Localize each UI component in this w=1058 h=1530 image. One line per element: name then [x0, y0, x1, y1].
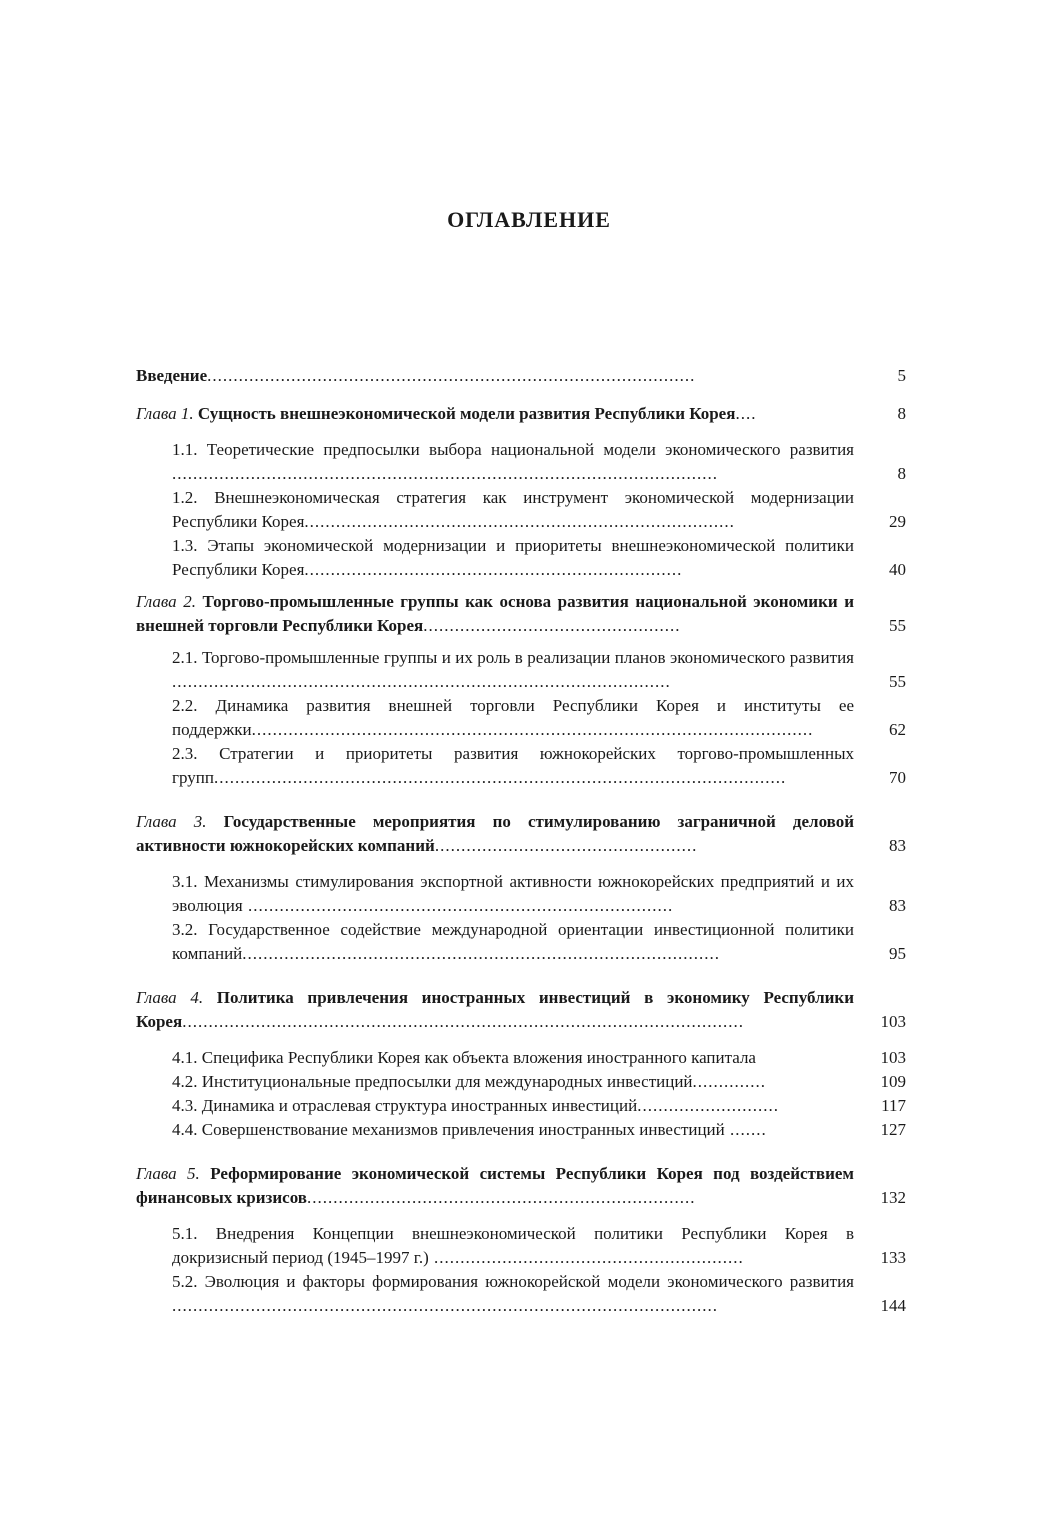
- toc-entry-text: 1.3. Этапы экономической модернизации и приоритеты внешнеэкономической политики Республики Корея: [172, 536, 854, 579]
- toc-section-5-1[interactable]: [136, 1222, 906, 1270]
- toc-section-4-4[interactable]: [136, 1118, 906, 1142]
- toc-chapter-lead: Глава 4.: [136, 988, 204, 1007]
- toc-page-number: 55: [889, 616, 906, 635]
- toc-section-1-1[interactable]: [136, 438, 906, 486]
- toc-page-number: 5: [897, 366, 906, 385]
- toc-leader-dots: .......: [724, 1120, 767, 1139]
- toc-page-number: 8: [897, 464, 906, 483]
- toc-section-5-2[interactable]: [136, 1270, 906, 1318]
- toc-chapter-lead: Глава 2.: [136, 592, 196, 611]
- toc-leader-dots: ..................................................................................: [304, 512, 735, 531]
- page-title: ОГЛАВЛЕНИЕ: [447, 207, 611, 232]
- toc-entry-text: 2.3. Стратегии и приоритеты развития южнокорейских торгово-промышленных групп: [172, 744, 854, 787]
- toc-page-number: 109: [880, 1072, 906, 1091]
- toc-page-number: 83: [889, 896, 906, 915]
- toc-entry-text: 1.2. Внешнеэкономическая стратегия как инструмент экономической модернизации Республики Корея: [172, 488, 854, 531]
- toc-entry-text: Введение: [136, 366, 208, 385]
- toc-chapter-3[interactable]: [136, 810, 906, 858]
- toc-chapter-5[interactable]: [136, 1162, 906, 1210]
- toc-leader-dots: ....: [735, 404, 757, 423]
- toc-leader-dots: ...........................: [637, 1096, 779, 1115]
- toc-section-2-3[interactable]: [136, 742, 906, 790]
- toc-section-1-2[interactable]: [136, 486, 906, 534]
- toc-page-number: 144: [880, 1296, 906, 1315]
- toc-page-number: 103: [880, 1012, 906, 1031]
- toc-entry-text: Государственные мероприятия по стимулированию заграничной деловой активности южнокорейских компаний: [136, 812, 855, 855]
- toc-entry-text: 4.3. Динамика и отраслевая структура иностранных инвестиций: [172, 1096, 638, 1115]
- toc-entry-text: 4.2. Институциональные предпосылки для международных инвестиций: [172, 1072, 693, 1091]
- toc-leader-dots: ...........................................................................................................: [251, 720, 814, 739]
- toc-leader-dots: ........................................................................................................: [172, 464, 718, 483]
- toc-entry-text: Политика привлечения иностранных инвестиций в экономику Республики Корея: [136, 988, 855, 1031]
- toc-page-number: 62: [889, 720, 906, 739]
- toc-page-number: 55: [889, 672, 906, 691]
- toc-section-4-2[interactable]: [136, 1070, 906, 1094]
- toc-leader-dots: .............................................................................................................: [213, 768, 787, 787]
- toc-chapter-1[interactable]: [136, 402, 906, 426]
- toc-leader-dots: ........................................................................................................: [172, 1296, 718, 1315]
- toc-leader-dots: ..........................................................................: [306, 1188, 696, 1207]
- toc-entry-text: 2.2. Динамика развития внешней торговли Республики Корея и институты ее поддержки: [172, 696, 854, 739]
- toc-section-1-3[interactable]: [136, 534, 906, 582]
- toc-page-number: 8: [897, 404, 906, 423]
- toc-section-2-1[interactable]: [136, 646, 906, 694]
- toc-page-number: 132: [880, 1188, 906, 1207]
- toc-leader-dots: ...........................................................: [428, 1248, 744, 1267]
- toc-leader-dots: ...............................................................................................: [172, 672, 671, 691]
- toc-section-4-3[interactable]: [136, 1094, 906, 1118]
- toc-page-number: 40: [889, 560, 906, 579]
- toc-entry-text: 5.2. Эволюция и факторы формирования южнокорейской модели экономического развития: [172, 1272, 854, 1291]
- toc-entry-text: 1.1. Теоретические предпосылки выбора национальной модели экономического развития: [172, 440, 854, 459]
- toc-leader-dots: ..................................................: [434, 836, 698, 855]
- toc-leader-dots: ...........................................................................................................: [182, 1012, 744, 1031]
- toc-chapter-4[interactable]: [136, 986, 906, 1034]
- toc-chapter-lead: Глава 3.: [136, 812, 207, 831]
- toc-page-number: 103: [880, 1048, 906, 1067]
- toc-page-number: 127: [880, 1120, 906, 1139]
- toc-section-2-2[interactable]: [136, 694, 906, 742]
- toc-leader-dots: .............................................................................................: [207, 366, 696, 385]
- toc-page-number: 29: [889, 512, 906, 531]
- toc-section-3-1[interactable]: [136, 870, 906, 918]
- toc-entry-text: Сущность внешнеэкономической модели развития Республики Корея: [197, 404, 736, 423]
- toc-entry-text: 3.2. Государственное содействие международной ориентации инвестиционной политики компаний: [172, 920, 854, 963]
- toc-chapter-lead: Глава 1.: [136, 404, 194, 423]
- toc-leader-dots: ..............: [692, 1072, 767, 1091]
- toc-page-number: 133: [880, 1248, 906, 1267]
- toc-entry-text: Торгово-промышленные группы как основа развития национальной экономики и внешней торговли Республики Корея: [136, 592, 854, 635]
- toc-entry-text: 3.1. Механизмы стимулирования экспортной активности южнокорейских предприятий и их эволюция: [172, 872, 854, 915]
- toc-section-4-1[interactable]: [136, 1046, 906, 1070]
- toc-leader-dots: ........................................................................: [304, 560, 683, 579]
- toc-page-number: 70: [889, 768, 906, 787]
- toc-section-3-2[interactable]: [136, 918, 906, 966]
- toc-leader-dots: ...........................................................................................: [242, 944, 721, 963]
- toc-entry-text: 4.1. Специфика Республики Корея как объекта вложения иностранного капитала: [172, 1048, 756, 1067]
- table-of-contents: [136, 364, 906, 1318]
- toc-entry-text: Реформирование экономической системы Республики Корея под воздействием финансовых кризисов: [136, 1164, 854, 1207]
- toc-leader-dots: .................................................: [423, 616, 681, 635]
- toc-page-number: 83: [889, 836, 906, 855]
- toc-page-number: 117: [881, 1096, 906, 1115]
- toc-chapter-2[interactable]: [136, 590, 906, 638]
- toc-leader-dots: .................................................................................: [242, 896, 674, 915]
- toc-chapter-lead: Глава 5.: [136, 1164, 200, 1183]
- toc-entry-text: 4.4. Совершенствование механизмов привлечения иностранных инвестиций: [172, 1120, 725, 1139]
- toc-entry-intro[interactable]: [136, 364, 906, 388]
- toc-entry-text: 5.1. Внедрения Концепции внешнеэкономической политики Республики Корея в докризисный период (1945–1997 г.): [172, 1224, 854, 1267]
- toc-page-number: 95: [889, 944, 906, 963]
- toc-entry-text: 2.1. Торгово-промышленные группы и их роль в реализации планов экономического развития: [172, 648, 854, 667]
